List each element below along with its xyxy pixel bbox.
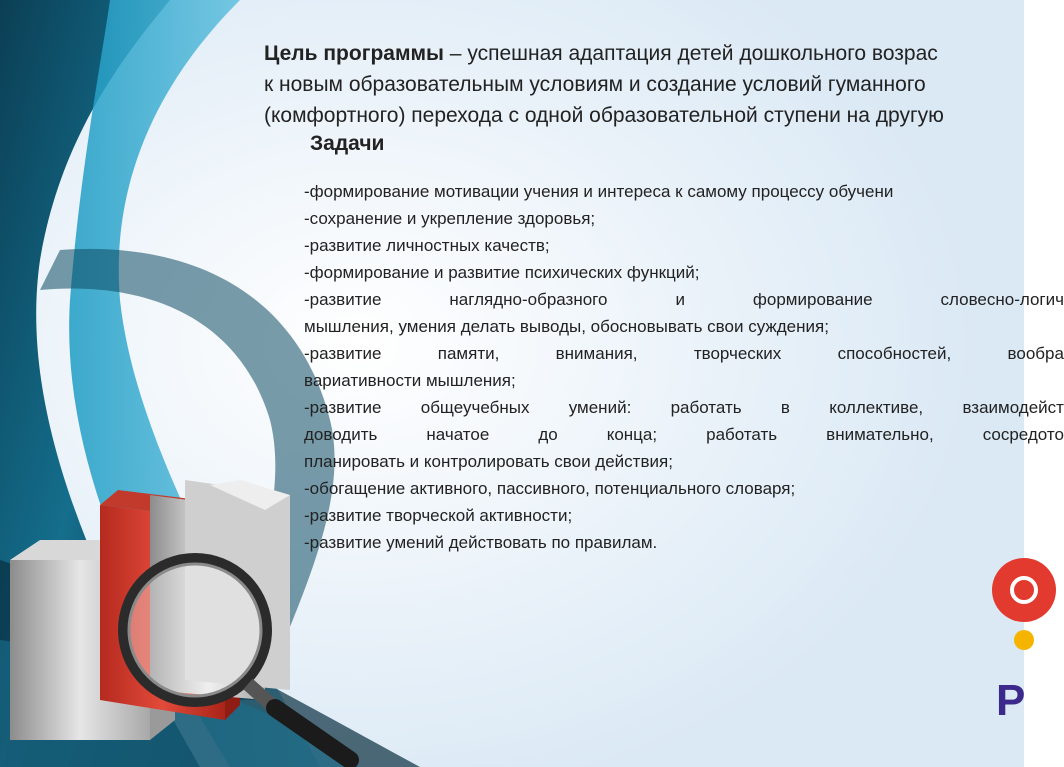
task-line: мышления, умения делать выводы, обосновывать свои суждения; bbox=[304, 317, 829, 336]
task-word: формирование bbox=[752, 290, 873, 309]
tasks-heading: Задачи bbox=[310, 132, 385, 155]
task-word: наглядно-образного bbox=[449, 290, 608, 309]
task-word: коллективе, bbox=[829, 398, 924, 417]
task-line bbox=[304, 394, 1064, 421]
task-word: памяти, bbox=[437, 344, 500, 363]
task-word: общеучебных bbox=[420, 398, 530, 417]
task-word: -развитие bbox=[304, 398, 382, 417]
task-word: вообра bbox=[1007, 344, 1064, 363]
task-line: вариативности мышления; bbox=[304, 371, 516, 390]
task-item: -формирование мотивации учения и интереса к самому процессу обучени bbox=[304, 182, 894, 201]
program-goal bbox=[264, 38, 1024, 131]
task-item: -сохранение и укрепление здоровья; bbox=[304, 209, 596, 228]
task-word: способностей, bbox=[837, 344, 952, 363]
tasks-list bbox=[304, 178, 1064, 556]
goal-line-2: к новым образовательным условиям и создание условий гуманного bbox=[264, 73, 926, 96]
task-item: -развитие творческой активности; bbox=[304, 506, 573, 525]
goal-line-1: – успешная адаптация детей дошкольного возрас bbox=[443, 42, 938, 65]
task-word: внимательно, bbox=[826, 425, 934, 444]
task-word: конца; bbox=[606, 425, 658, 444]
task-word: работать bbox=[670, 398, 742, 417]
task-word: умений: bbox=[568, 398, 632, 417]
task-word: -развитие bbox=[304, 344, 382, 363]
task-word: в bbox=[780, 398, 790, 417]
task-word: внимания, bbox=[555, 344, 638, 363]
task-word: доводить bbox=[304, 425, 378, 444]
task-word: -развитие bbox=[304, 290, 382, 309]
task-word: сосредото bbox=[982, 425, 1064, 444]
task-line: планировать и контролировать свои действия; bbox=[304, 452, 673, 471]
task-word: до bbox=[538, 425, 558, 444]
task-item: -развитие личностных качеств; bbox=[304, 236, 550, 255]
task-word: словесно-логич bbox=[940, 290, 1064, 309]
task-word: и bbox=[675, 290, 685, 309]
task-line bbox=[304, 286, 1064, 313]
task-item: -формирование и развитие психических функций; bbox=[304, 263, 700, 282]
task-word: начатое bbox=[426, 425, 490, 444]
task-line bbox=[304, 340, 1064, 367]
goal-title: Цель программы bbox=[264, 42, 444, 65]
goal-line-3: (комфортного) перехода с одной образовательной ступени на другую bbox=[264, 104, 944, 127]
task-word: работать bbox=[706, 425, 778, 444]
task-item: -развитие умений действовать по правилам. bbox=[304, 533, 658, 552]
logo-letter: Р bbox=[996, 676, 1026, 725]
justified-task-lines bbox=[304, 286, 1064, 475]
task-line bbox=[304, 421, 1064, 448]
task-word: взаимодейст bbox=[962, 398, 1064, 417]
task-word: творческих bbox=[693, 344, 782, 363]
task-item: -обогащение активного, пассивного, потенциального словаря; bbox=[304, 479, 796, 498]
